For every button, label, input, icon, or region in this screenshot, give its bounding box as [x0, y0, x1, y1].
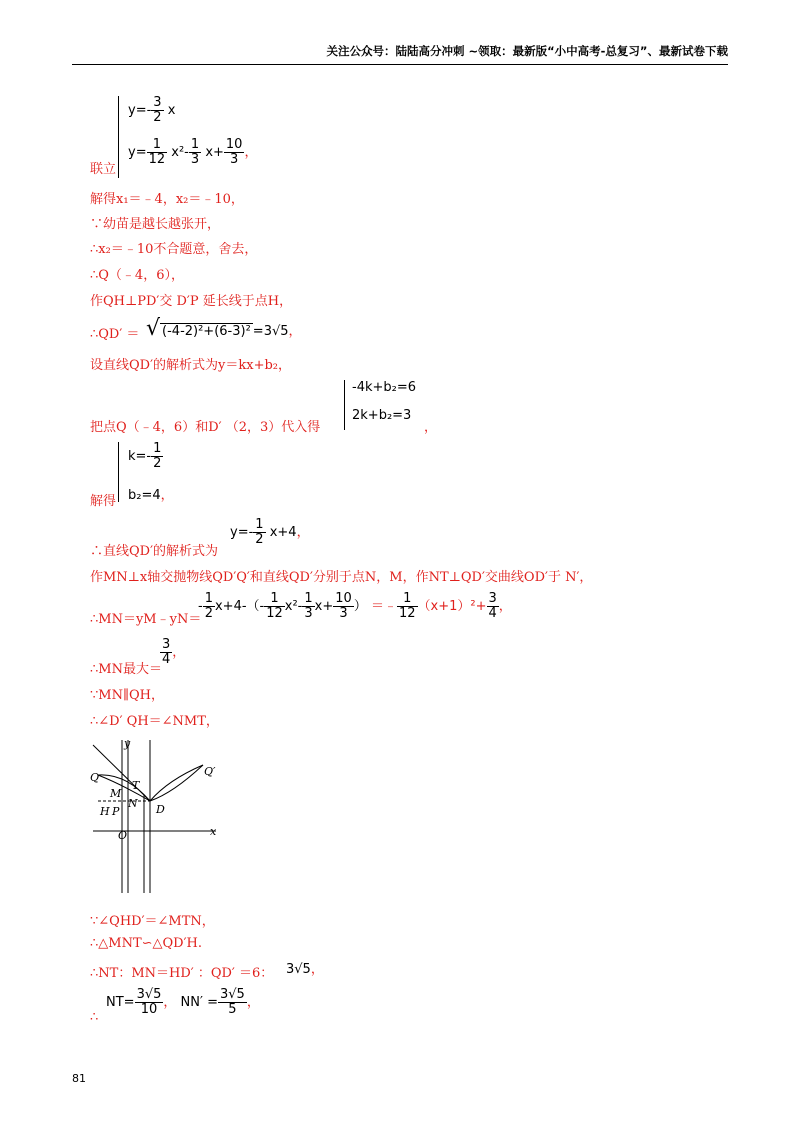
eq-sys2-row1: -4k+b₂=6 — [352, 380, 417, 395]
svg-text:N: N — [128, 797, 138, 810]
text-ratio: ∴NT：MN＝HD′ ：QD′ ＝6： — [90, 966, 274, 981]
text-angle-equal: ∴∠D′ QH＝∠NMT， — [90, 714, 219, 729]
svg-text:y: y — [124, 737, 131, 750]
eq-sys2-row2: 2k+b₂=3 — [352, 408, 412, 423]
text-qd-length: ∴QD′ ＝ — [90, 327, 140, 342]
text-construct-mn: 作MN⊥x轴交抛物线QD′Q′和直线QD′分别于点N，M，作NT⊥QD′交曲线OD′于 N′， — [90, 570, 593, 585]
eq-ratio-tail: 3√5， — [286, 962, 324, 977]
text-solve-k: 解得 — [90, 494, 117, 509]
svg-text:H: H — [100, 805, 110, 818]
eq-line-qd: y=- $\frac{1}{2}$ x+4， — [230, 517, 310, 547]
svg-text:P: P — [112, 805, 120, 818]
svg-text:T: T — [132, 779, 140, 792]
text-reject: ∴x₂＝﹣10不合题意，舍去， — [90, 242, 258, 257]
text-solve-x: 解得x₁＝﹣4，x₂＝﹣10， — [90, 192, 244, 207]
brace-system-2 — [344, 380, 345, 430]
text-mn-expr: ∴MN＝yM﹣yN＝ — [90, 612, 202, 627]
eq-mn-difference: - $\frac{1}{2}$ x+4-（- $\frac{1}{12}$ x²- $\frac{1}{3}$ x+ $\frac{10}{3}$ ） ＝﹣ $\frac{1}{12}$ （x+1）²+ $\frac{3}{4}$ ， — [198, 591, 512, 621]
svg-text:M: M — [110, 787, 122, 800]
svg-text:x: x — [210, 825, 217, 838]
svg-text:Q: Q — [90, 771, 100, 784]
eq-sys3-row1: k=- $\frac{1}{2}$ — [128, 441, 162, 471]
page-header: 关注公众号：陆陆高分冲刺 ~领取：最新版“小中高考-总复习”、最新试卷下载 — [72, 42, 728, 65]
coordinate-figure — [88, 735, 228, 895]
eq-sys1-row2: y= $\frac{1}{12}$ x²- $\frac{1}{3}$ x+ $\frac{10}{3}$ ， — [128, 137, 258, 167]
page-number: 81 — [72, 1072, 86, 1085]
brace-system-1 — [118, 96, 119, 178]
eq-final-lengths: NT= $\frac{3√5}{10}$ ， NN′ = $\frac{3√5}{5}$ ， — [106, 987, 260, 1017]
text-lianli: 联立 — [90, 162, 117, 177]
text-construct-qh: 作QH⊥PD′交 D′P 延长线于点H， — [90, 294, 293, 309]
text-substitute: 把点Q（﹣4，6）和D′ （2，3）代入得 — [90, 420, 321, 435]
text-therefore-final: ∴ — [90, 1010, 99, 1025]
brace-system-3 — [118, 442, 119, 502]
text-reason-1: ∵幼苗是越长越张开， — [90, 217, 221, 232]
svg-text:O: O — [118, 829, 128, 842]
svg-text:Q′: Q′ — [204, 765, 216, 778]
text-parallel: ∵MN∥QH， — [90, 688, 164, 703]
text-point-q: ∴Q（﹣4，6）， — [90, 268, 184, 283]
eq-sqrt-distance: √ (-4-2)²+(6-3)² =3√5， — [146, 316, 302, 341]
eq-sys1-row1: y=- $\frac{3}{2}$ x — [128, 95, 176, 125]
eq-sys3-row2: b₂=4， — [128, 488, 174, 503]
eq-mn-max-value: $\frac{3}{4}$ ， — [162, 637, 186, 667]
text-right-angles: ∵∠QHD′＝∠MTN， — [90, 914, 215, 929]
text-line-form: 设直线QD′的解析式为y＝kx+b₂， — [90, 358, 292, 373]
text-similar: ∴△MNT∽△QD′H. — [90, 936, 203, 951]
svg-text:D: D — [156, 803, 165, 816]
text-mn-max: ∴MN最大＝ — [90, 662, 162, 677]
text-line-result: ∴直线QD′的解析式为 — [90, 544, 219, 559]
